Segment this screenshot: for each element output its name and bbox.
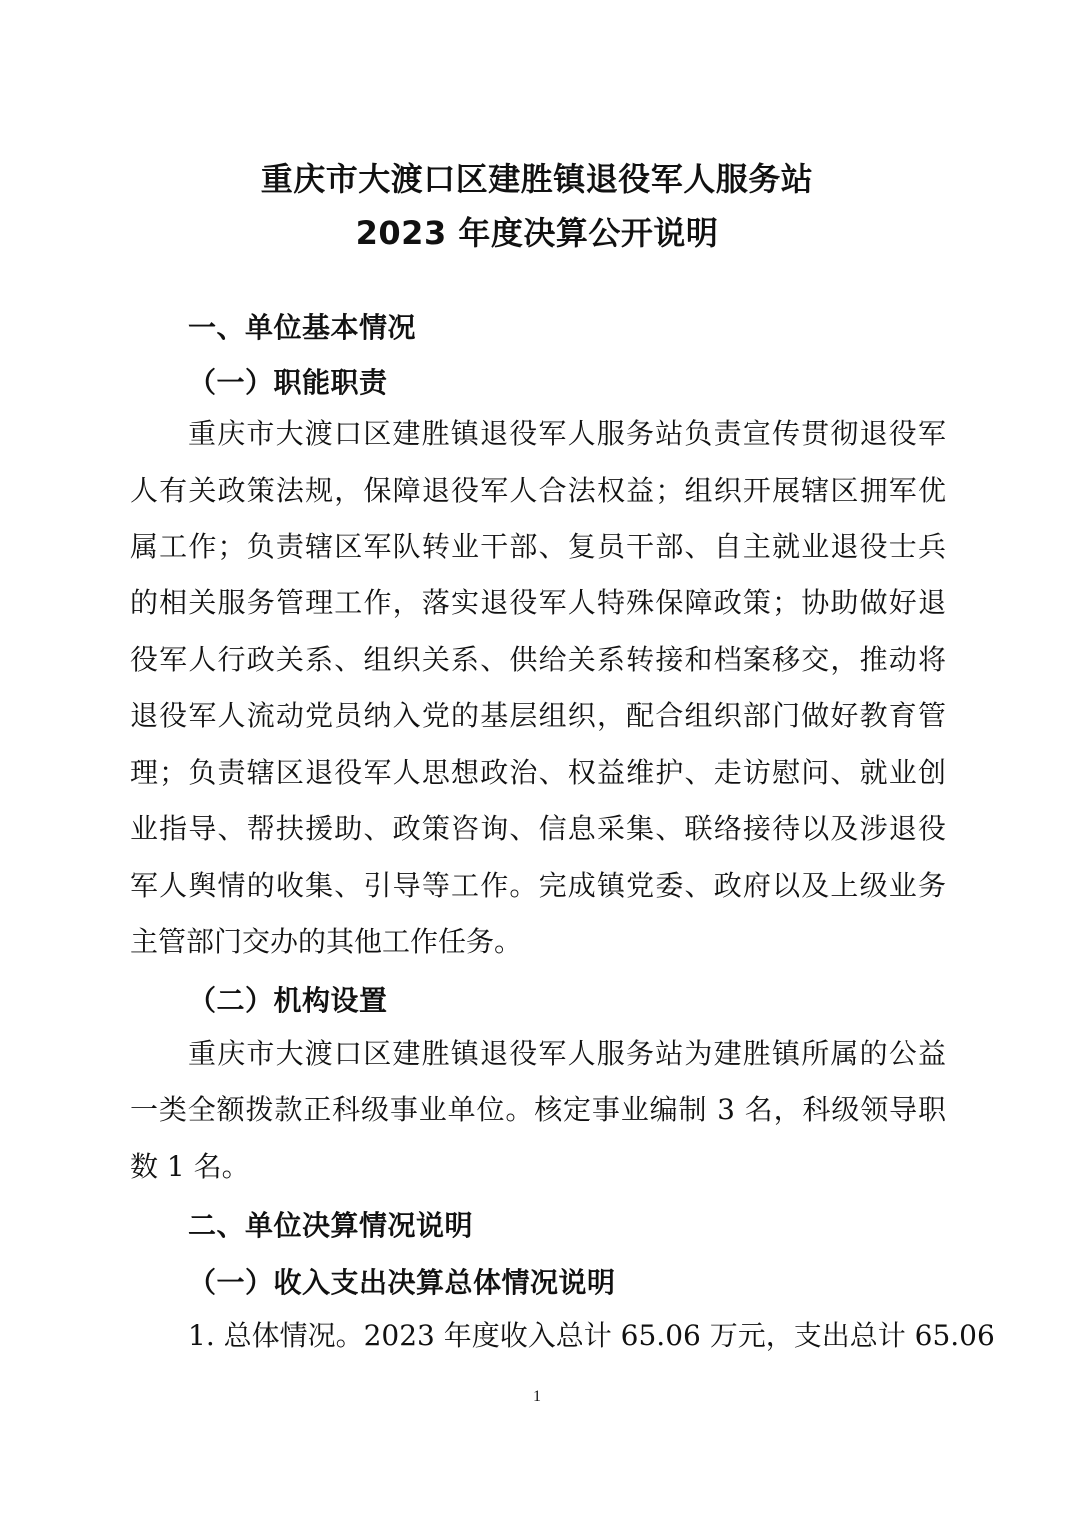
paragraph-line: 属工作；负责辖区军队转业干部、复员干部、自主就业退役士兵 xyxy=(130,530,946,563)
paragraph-line: 退役军人流动党员纳入党的基层组织，配合组织部门做好教育管 xyxy=(130,699,946,732)
paragraph-line: 主管部门交办的其他工作任务。 xyxy=(130,925,523,958)
section-1-sub-2-heading: （二）机构设置 xyxy=(188,984,388,1017)
paragraph-line: 1. 总体情况。2023 年度收入总计 65.06 万元，支出总计 65.06 xyxy=(188,1319,995,1352)
paragraph-line: 军人舆情的收集、引导等工作。完成镇党委、政府以及上级业务 xyxy=(130,869,946,902)
paragraph-line: 的相关服务管理工作，落实退役军人特殊保障政策；协助做好退 xyxy=(130,586,946,619)
paragraph-line: 业指导、帮扶援助、政策咨询、信息采集、联络接待以及涉退役 xyxy=(130,812,946,845)
paragraph-line: 人有关政策法规，保障退役军人合法权益；组织开展辖区拥军优 xyxy=(130,474,946,507)
section-2-sub-1-heading: （一）收入支出决算总体情况说明 xyxy=(188,1266,616,1299)
document-title-line-2: 2023 年度决算公开说明 xyxy=(355,214,719,252)
document-title-line-1: 重庆市大渡口区建胜镇退役军人服务站 xyxy=(260,160,814,198)
paragraph-line: 重庆市大渡口区建胜镇退役军人服务站为建胜镇所属的公益 xyxy=(188,1037,946,1070)
section-1-heading: 一、单位基本情况 xyxy=(188,311,417,344)
paragraph-line: 役军人行政关系、组织关系、供给关系转接和档案移交，推动将 xyxy=(130,643,946,676)
paragraph-line: 一类全额拨款正科级事业单位。核定事业编制 3 名，科级领导职 xyxy=(130,1093,946,1126)
paragraph-line: 数 1 名。 xyxy=(130,1150,250,1183)
paragraph-line: 重庆市大渡口区建胜镇退役军人服务站负责宣传贯彻退役军 xyxy=(188,417,946,450)
section-2-heading: 二、单位决算情况说明 xyxy=(188,1209,474,1242)
section-1-sub-1-heading: （一）职能职责 xyxy=(188,366,388,399)
paragraph-line: 理；负责辖区退役军人思想政治、权益维护、走访慰问、就业创 xyxy=(130,756,946,789)
page-number: 1 xyxy=(533,1388,541,1405)
